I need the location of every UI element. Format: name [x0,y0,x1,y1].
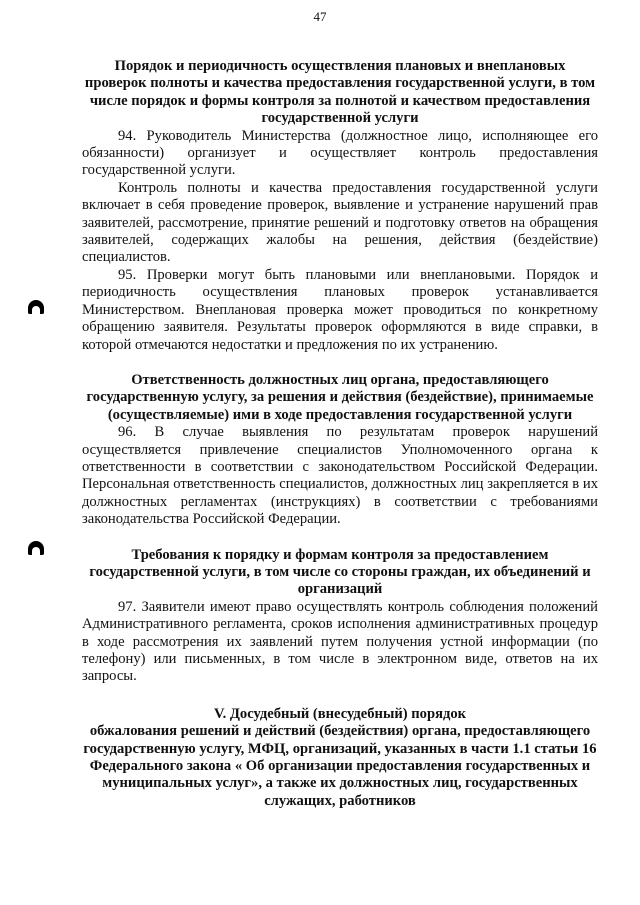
paragraph: Контроль полноты и качества предоставления государственной услуги включает в себя проведение проверок, выявление и устранение нарушений прав заявителей, рассмотрение, принятие решений и подготовку ответов на обращения заявителей, содержащих жалобы на решения, действия (бездействие) специалистов. [82,179,598,266]
section-heading: Ответственность должностных лиц органа, предоставляющего государственную услугу, за решения и действия (бездействие), принимаемые (осуществляемые) ими в ходе предоставления государственной услуги [86,371,594,423]
paragraph: 96. В случае выявления по результатам проверок нарушений осуществляется привлечение специалистов Уполномоченного органа к ответственности в соответствии с законодательством Российской Федерации. Персональная ответственность специалистов, должностных лиц закрепляется в их должностных регламентах (инструкциях) в соответствии с требованиями законодательства Российской Федерации. [82,424,598,528]
punch-hole-mark [28,541,44,555]
document-body [82,58,598,810]
section-heading: Требования к порядку и формам контроля за предоставлением государственной услуги, в том числе со стороны граждан, их объединений и организаций [89,546,591,598]
section-heading: Порядок и периодичность осуществления плановых и внеплановых проверок полноты и качества предоставления государственной услуги, в том числе порядок и формы контроля за полнотой и качеством предоставления государственной услуги [84,58,596,127]
paragraph: 97. Заявители имеют право осуществлять контроль соблюдения положений Административного регламента, сроков исполнения административных процедур в ходе рассмотрения их заявлений путем получения устной информации (по телефону) или письменных, в том числе в электронном виде, ответов на их запросы. [82,598,598,685]
page-number: 47 [313,9,327,24]
chapter-heading-continued: обжалования решений и действий (бездействия) органа, предоставляющего государственную услугу, МФЦ, организаций, указанных в части 1.1 статьи 16 Федерального закона « Об организации предоставления государственных и муниципальных услуг», а также их должностных лиц, государственных служащих, работников [83,723,597,809]
chapter-heading: V. Досудебный (внесудебный) порядок [213,705,467,722]
paragraph: 94. Руководитель Министерства (должностное лицо, исполняющее его обязанности) организует и осуществляет контроль предоставления государственной услуги. [82,127,598,179]
paragraph: 95. Проверки могут быть плановыми или внеплановыми. Порядок и периодичность осуществления плановых проверок устанавливается Министерством. Внеплановая проверка может проводиться по конкретному обращению заявителя. Результаты проверок оформляются в виде справки, в которой отмечаются недостатки и предложения по их устранению. [82,266,598,353]
punch-hole-mark [28,300,44,314]
